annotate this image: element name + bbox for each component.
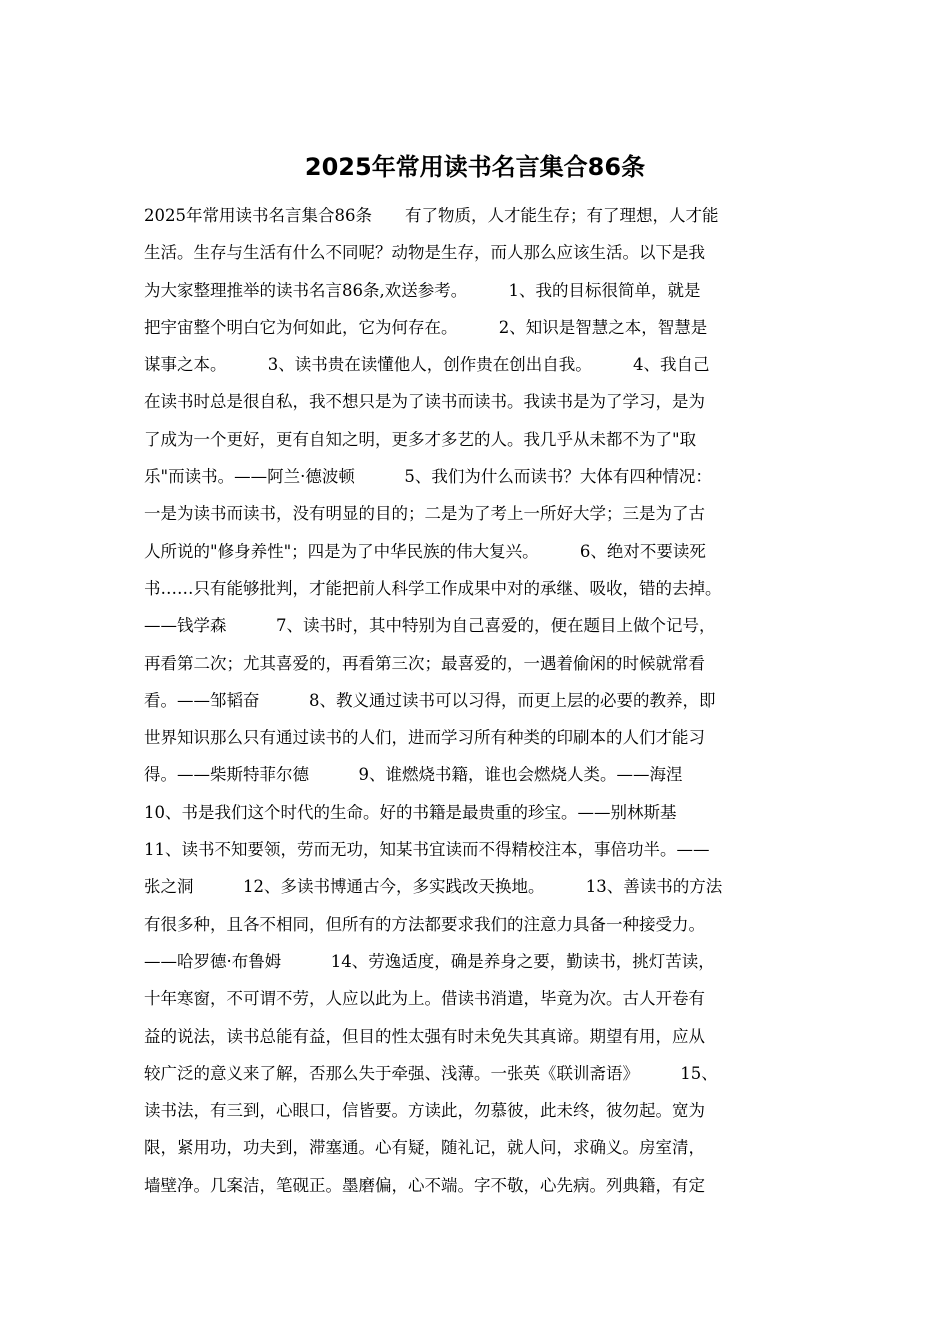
body-line: 人所说的"修身养性"；四是为了中华民族的伟大复兴。 6、绝对不要读死 bbox=[144, 541, 706, 561]
body-line: 11、读书不知要领，劳而无功，知某书宜读而不得精校注本，事倍功半。—— bbox=[144, 840, 710, 860]
body-line: 得。——柴斯特菲尔德 9、谁燃烧书籍，谁也会燃烧人类。——海涅 bbox=[144, 765, 683, 785]
document-body bbox=[144, 197, 820, 1204]
body-line: 为大家整理推举的读书名言86条,欢送参考。 1、我的目标很简单，就是 bbox=[144, 280, 701, 300]
body-line: 乐"而读书。——阿兰·德波顿 5、我们为什么而读书？大体有四种情况： bbox=[144, 467, 712, 487]
body-line: 读书法，有三到，心眼口，信皆要。方读此，勿慕彼，此未终，彼勿起。宽为 bbox=[144, 1101, 705, 1121]
body-line: 了成为一个更好，更有自知之明，更多才多艺的人。我几乎从未都不为了"取 bbox=[144, 429, 697, 449]
body-line: 墙壁净。几案洁，笔砚正。墨磨偏，心不端。字不敬，心先病。列典籍，有定 bbox=[144, 1175, 705, 1195]
body-line: 10、书是我们这个时代的生命。好的书籍是最贵重的珍宝。——别林斯基 bbox=[144, 802, 677, 822]
body-line: 张之洞 12、多读书博通古今，多实践改天换地。 13、善读书的方法 bbox=[144, 877, 723, 897]
body-line: 有很多种，且各不相同，但所有的方法都要求我们的注意力具备一种接受力。 bbox=[144, 914, 705, 934]
body-line: 把宇宙整个明白它为何如此，它为何存在。 2、知识是智慧之本，智慧是 bbox=[144, 317, 708, 337]
body-line: 益的说法，读书总能有益，但目的性太强有时未免失其真谛。期望有用，应从 bbox=[144, 1026, 705, 1046]
body-line: 谋事之本。 3、读书贵在读懂他人，创作贵在创出自我。 4、我自己 bbox=[144, 355, 710, 375]
body-line: 世界知识那么只有通过读书的人们，进而学习所有种类的印刷本的人们才能习 bbox=[144, 728, 705, 748]
body-line: 在读书时总是很自私，我不想只是为了读书而读书。我读书是为了学习，是为 bbox=[144, 392, 705, 412]
body-line: 一是为读书而读书，没有明显的目的；二是为了考上一所好大学；三是为了古 bbox=[144, 504, 705, 524]
body-line: ——钱学森 7、读书时，其中特别为自己喜爱的，便在题目上做个记号， bbox=[144, 616, 716, 636]
body-line: 看。——邹韬奋 8、教义通过读书可以习得，而更上层的必要的教养，即 bbox=[144, 690, 716, 710]
body-line: 再看第二次；尤其喜爱的，再看第三次；最喜爱的，一遇着偷闲的时候就常看 bbox=[144, 653, 705, 673]
body-line: 书……只有能够批判，才能把前人科学工作成果中对的承继、吸收，错的去掉。 bbox=[144, 578, 722, 598]
body-line: 限，紧用功，功夫到，滞塞通。心有疑，随礼记，就人问，求确义。房室清， bbox=[144, 1138, 705, 1158]
body-line: 生活。生存与生活有什么不同呢？动物是生存，而人那么应该生活。以下是我 bbox=[144, 243, 705, 263]
body-line: 十年寒窗，不可谓不劳，人应以此为上。借读书消遣，毕竟为次。古人开卷有 bbox=[144, 989, 705, 1009]
body-line: ——哈罗德·布鲁姆 14、劳逸适度，确是养身之要，勤读书，挑灯苦读， bbox=[144, 951, 715, 971]
body-line: 2025年常用读书名言集合86条 有了物质，人才能生存；有了理想，人才能 bbox=[144, 206, 719, 225]
body-line: 较广泛的意义来了解，否那么失于牵强、浅薄。一张英《联训斋语》 15、 bbox=[144, 1063, 718, 1083]
document-title: 2025年常用读书名言集合86条 bbox=[304, 153, 646, 181]
